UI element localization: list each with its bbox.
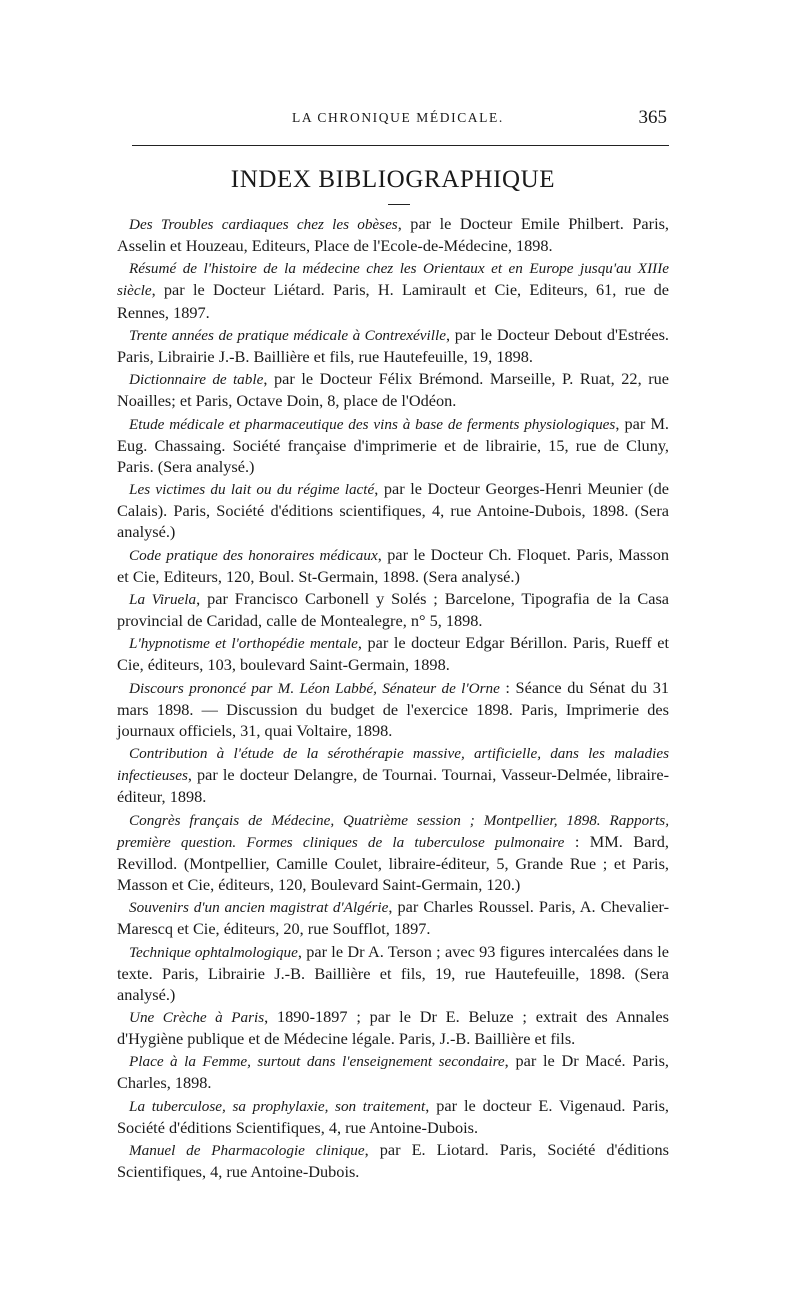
entry-details: , par le docteur Delangre, de Tournai. Tournai, Vasseur-Delmée, libraire-éditeur, 1898.	[117, 765, 669, 807]
entry-details: , par le Docteur Georges-Henri Meunier (de Calais). Paris, Société d'éditions scientifiques, 4, rue Antoine-Dubois, 1898. (Sera analysé.)	[117, 479, 669, 542]
bibliography-entry	[117, 368, 669, 411]
header-rule	[132, 145, 669, 146]
entry-details: , par Francisco Carbonell y Solés ; Barcelone, Tipografia de la Casa provincial de Caridad, calle de Montealegre, n° 5, 1898.	[117, 588, 670, 630]
bibliography-entry	[117, 941, 669, 1005]
entry-title: La tuberculose, sa prophylaxie, son traitement	[129, 1097, 426, 1115]
entry-title: La Viruela	[129, 590, 197, 608]
entry-title: Des Troubles cardiaques chez les obèses	[129, 216, 398, 233]
entry-title: Souvenirs d'un ancien magistrat d'Algérie	[129, 899, 389, 917]
entry-title: Etude médicale et pharmaceutique des vins à base de ferments physiologiques	[129, 415, 616, 433]
bibliography-entry	[117, 213, 669, 256]
entry-details: , par le docteur E. Vigenaud. Paris, Société d'éditions Scientifiques, 4, rue Antoine-Dubois.	[117, 1095, 670, 1137]
entry-title: Discours prononcé par M. Léon Labbé, Sénateur de l'Orne	[129, 679, 500, 697]
entry-title: Une Crèche à Paris	[129, 1009, 265, 1026]
entry-details: , par le Docteur Debout d'Estrées. Paris, Librairie J.-B. Baillière et fils, rue Hautefeuille, 19, 1898.	[117, 324, 669, 366]
bibliography-entry	[117, 544, 669, 587]
entry-details: , par le Dr Macé. Paris, Charles, 1898.	[117, 1051, 669, 1093]
entry-details: , par M. Eug. Chassaing. Société française d'imprimerie et de librairie, 15, rue de Cluny, Paris. (Sera analysé.)	[117, 413, 669, 476]
entry-title: Congrès français de Médecine, Quatrième session ; Montpellier, 1898. Rapports, première question. Formes cliniques de la tuberculose pulmonaire	[117, 811, 669, 851]
running-head	[117, 107, 669, 130]
entry-details: , par le Docteur Ch. Floquet. Paris, Masson et Cie, Editeurs, 120, Boul. St-Germain, 1898. (Sera analysé.)	[117, 544, 670, 586]
entry-title: Trente années de pratique médicale à Contrexéville	[129, 326, 446, 344]
entry-details: , par le Docteur Emile Philbert. Paris, Asselin et Houzeau, Editeurs, Place de l'Ecole-de-Médecine, 1898.	[117, 214, 670, 256]
entry-details: , par le docteur Edgar Bérillon. Paris, Rueff et Cie, éditeurs, 103, boulevard Saint-Germain, 1898.	[117, 633, 669, 675]
entry-title: Contribution à l'étude de la sérothérapie massive, artificielle, dans les maladies infectieuses	[117, 745, 669, 785]
entry-details: , 1890-1897 ; par le Dr E. Beluze ; extrait des Annales d'Hygiène publique et de Médecine légale. Paris, J.-B. Baillière et fils.	[117, 1007, 669, 1049]
bibliography-entry	[117, 413, 669, 477]
entry-details: , par E. Liotard. Paris, Société d'éditions Scientifiques, 4, rue Antoine-Dubois.	[117, 1140, 669, 1182]
entry-details: , par le Docteur Liétard. Paris, H. Lamirault et Cie, Editeurs, 61, rue de Rennes, 1897.	[117, 280, 669, 322]
bibliography-entry	[117, 588, 669, 631]
bibliography-entry	[117, 896, 669, 939]
bibliography-list	[117, 213, 669, 1184]
bibliography-entry	[117, 324, 669, 367]
entry-title: Technique ophtalmologique	[129, 943, 298, 961]
entry-title: Manuel de Pharmacologie clinique	[129, 1142, 365, 1160]
entry-title: L'hypnotisme et l'orthopédie mentale	[129, 635, 358, 653]
bibliography-entry	[117, 1006, 669, 1049]
title-dash	[388, 204, 410, 205]
bibliography-entry	[117, 677, 669, 741]
running-title: LA CHRONIQUE MÉDICALE.	[292, 110, 504, 125]
bibliography-entry	[117, 1095, 669, 1138]
entry-details: : Séance du Sénat du 31 mars 1898. — Discussion du budget de l'exercice 1898. Paris, Imprimerie des journaux officiels, 31, quai Voltaire, 1898.	[117, 677, 669, 740]
bibliography-entry	[117, 1050, 669, 1093]
bibliography-entry	[117, 1139, 669, 1182]
entry-title: Dictionnaire de table	[129, 371, 264, 389]
entry-details: , par le Dr A. Terson ; avec 93 figures intercalées dans le texte. Paris, Librairie J.-B. Baillière et fils, 19, rue Hautefeuille, 1898. (Sera analysé.)	[117, 941, 669, 1004]
entry-details: : MM. Bard, Revillod. (Montpellier, Camille Coulet, libraire-éditeur, 5, Grande Rue ; et Paris, Masson et Cie, éditeurs, 120, Boulevard Saint-Germain, 120.)	[117, 831, 669, 894]
index-title: INDEX BIBLIOGRAPHIQUE	[230, 166, 556, 193]
bibliography-entry	[117, 742, 669, 807]
bibliography-entry	[117, 478, 669, 542]
entry-title: Code pratique des honoraires médicaux	[129, 546, 378, 564]
page-number: 365	[638, 107, 667, 128]
entry-details: , par le Docteur Félix Brémond. Marseille, P. Ruat, 22, rue Noailles; et Paris, Octave Doin, 8, place de l'Odéon.	[117, 369, 669, 411]
entry-title: Place à la Femme, surtout dans l'enseignement secondaire	[129, 1053, 505, 1071]
entry-details: , par Charles Roussel. Paris, A. Chevalier-Marescq et Cie, éditeurs, 20, rue Soufflot, 1897.	[117, 897, 669, 939]
entry-title: Résumé de l'histoire de la médecine chez les Orientaux et en Europe jusqu'au XIIIe siècle	[117, 260, 669, 300]
entry-title: Les victimes du lait ou du régime lacté	[129, 481, 375, 499]
bibliography-entry	[117, 257, 669, 322]
bibliography-entry	[117, 809, 669, 895]
bibliography-entry	[117, 632, 669, 675]
